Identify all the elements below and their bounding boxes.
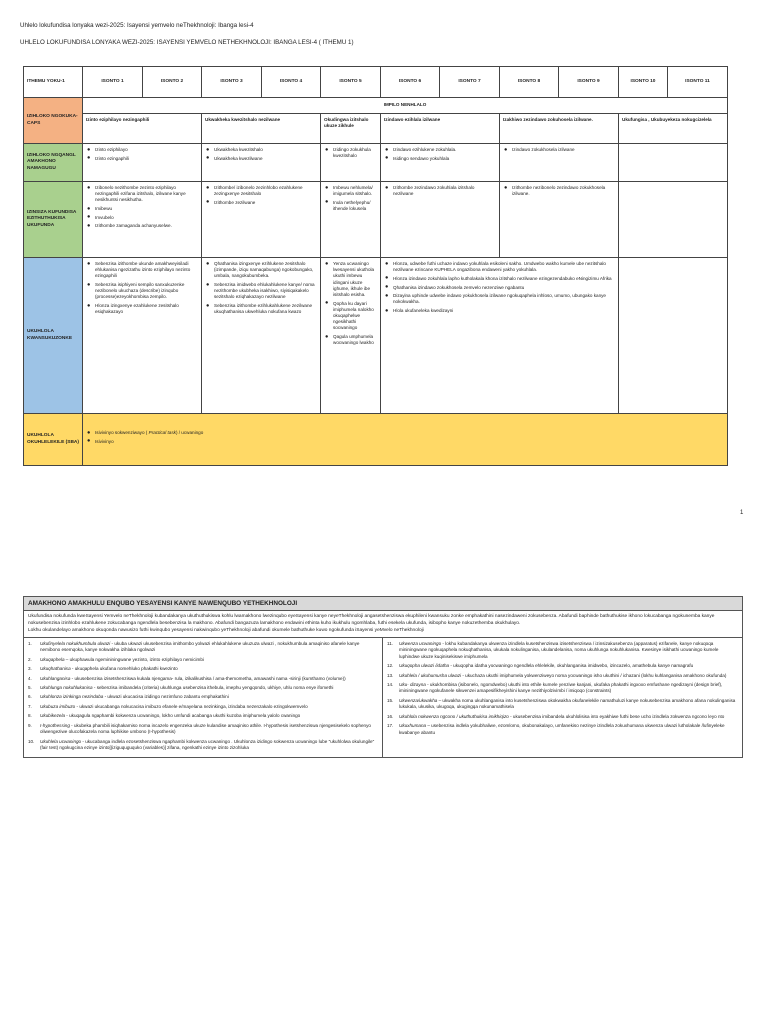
header-cell-week: ISONTO 7 <box>440 67 500 98</box>
caps-title-row <box>24 98 728 114</box>
header-cell-week: ISONTO 9 <box>559 67 619 98</box>
skill-item <box>28 694 378 700</box>
skill-item <box>28 723 378 736</box>
skill-text <box>399 673 738 679</box>
resources-cell <box>83 182 202 258</box>
skill-text <box>399 663 738 669</box>
skill-description: – ukwakha noma ukuhlanganisa into kusetshenziswa okokwakha okufanelekile namathuluzi kanye nokusebenzisa amakhono afana nokulinganisa lukukala, ukusika, ukugoqa, ukugingqa nokunamathisela <box>399 697 736 710</box>
skill-description: - ukwazi ukucabanga nokucacisa imibuzo efanele e/mayelana nezinkinga, izindaba nezenzakalo ezingokwemvelo <box>75 703 308 709</box>
skill-description: - sebenzisa imibandela (criteria) ukuhlunga usebenzisa ithebula, imephu yengqondo, ukhiye, uhlu noma enye ifomethi <box>92 684 334 690</box>
bullet-item: ● Sebenzisa izithombe ukunde amakhweyisiladi ehlukanisa ngezizathu izinto eziphilayo nezinto ezingaphili <box>95 261 198 280</box>
bullet-item: ● Imibewu <box>95 206 198 212</box>
skill-description: - ukuba ukwazi ukusebenzisa imithombo yolwazi ehlukahlukene ukuzuza ulwazi , nokukhumbula amaqiniso afanele kanye nemibono esemqoka, kanye nokwakha izihlaka ngolwazi <box>40 640 360 653</box>
bullet-item: ● Izithombe/ izibonelo zezinhlobo ezahlukene zezingxenye zesitshalo <box>214 185 317 197</box>
header-cell-week: ISONTO 11 <box>668 67 728 98</box>
skill-number: 10. <box>28 738 35 744</box>
skill-item <box>28 657 378 663</box>
skill-number: 8. <box>28 713 32 719</box>
skill-term: Ukuhlola nokwenza ngcono / ukuthuthukisa imikhiqizo <box>399 713 509 719</box>
sba-row <box>24 414 728 466</box>
skill-description: - ukuqopha idatha yocwaningo ngendlela ehlelekile, okuhlanganisa imidwebo, izincazelo, amathebula kanye namagrafu <box>449 663 694 669</box>
skill-text <box>399 682 738 695</box>
bullet-item: ● Izithombe zezilwane <box>214 200 317 206</box>
skill-term: Ukuqaphela <box>40 656 65 662</box>
bullet-item: ● Izibonelo nezithombe zezinto eziphilayo nezingaphili ezifana izitshalo, izilwane kanye nesikhuntsi nesikhutha. <box>95 185 198 204</box>
bullet-item: ● Ukwakheka kwezilwane <box>214 156 317 162</box>
skill-item <box>28 713 378 719</box>
skill-description: - ukuqaphela ukufana nomehluko phakathi kwezinto <box>70 666 178 672</box>
skill-number: 11. <box>387 640 394 646</box>
bullet-item: ● Sebenzisa imidwebo ehlukahlukene kanye/ noma nezithombe ukubheka isakhiwo, siyisiqakakelo sezitshalo eziqhakazayo nezilwane <box>214 282 317 301</box>
bullet-item: ● Yenza ucwaningo lwesayensi ukuthola ukuthi imbewu idingani ukuze ighume, ikhule ibe isitshalo esisha. <box>333 261 377 298</box>
header-cell-week: ISONTO 3 <box>202 67 262 98</box>
skill-text <box>40 723 378 736</box>
table-header-row <box>24 67 728 98</box>
skill-number: 6. <box>28 694 32 700</box>
skill-term: Ukuhlunga nokuhlukanisa <box>40 684 93 690</box>
skill-text <box>40 685 378 691</box>
skills-list-right <box>383 638 742 757</box>
skill-item <box>28 641 378 654</box>
subtopics-cell <box>500 144 619 182</box>
skill-text <box>40 657 378 663</box>
assessment-cell <box>321 258 381 414</box>
strand-title: IMPILO NENHLALO <box>83 98 728 114</box>
header-cell-week: ISONTO 4 <box>262 67 321 98</box>
skill-number: 16. <box>387 713 394 719</box>
bullet-item: ● Qopha ku dayari imiphumela nalokho okuqaphelwe ngesikhathi socwaningo <box>333 301 377 332</box>
skill-term: Ukubuza imibuzo <box>40 703 76 709</box>
subtopics-row <box>24 144 728 182</box>
row-label-resources: IZINSIZA KUFUNDISA EZITHUTHUKISA UKUFUNDA <box>24 182 83 258</box>
row-label-caps: IZIHLOKO NGOKUKA-CAPS <box>24 98 83 144</box>
bullet-item: ● Imbewu nehlumela/ imigumela sitshalo. <box>333 185 377 197</box>
skill-term: Ukuhlonza izinkinga nezindaba <box>40 694 104 700</box>
document-header-line1: Uhlelo lokufundisa lonyaka wezi-2025: Isayensi yemvelo neThekhnoloji: Ibanga lesi-4 <box>20 22 254 29</box>
bullet-item: ● Hlola ukufaneleka kwedizayni <box>393 308 615 314</box>
bullet-item: ● Izidingo zokukhula kwezitshalo <box>333 147 377 159</box>
skill-item <box>387 673 738 679</box>
skill-number: 12. <box>387 663 394 669</box>
skill-item <box>387 663 738 669</box>
skills-title: AMAKHONO AMAKHULU ENQUBO YESAYENSI KANYE NAWENQUBO YETHEKHNOLOJI <box>24 597 742 611</box>
topic-cell: Ukwakheka kwezitshalo nezilwane <box>202 114 321 144</box>
skill-text <box>399 641 738 660</box>
bullet-item: ● Hlonza, udwebe futhi uchaze indawo yokuhlala esikoleni sakho. Umdwebo wakho kumele ube nezitshalo nezilwane ezincane KUPHELA ongazibona endaweni yakho yokuhlala. <box>393 261 615 273</box>
resources-row <box>24 182 728 258</box>
skill-number: 15. <box>387 697 394 703</box>
skill-text <box>40 713 378 719</box>
skill-description: - ukusebenzisa izisetshenziswa kukala njengama- rula, izikalikushisa / ama-themometha, amawashi nama -sirinji (kumthamo (volume)) <box>70 675 346 681</box>
header-cell-term: ITHEMU YOKU-1 <box>24 67 83 98</box>
topic-cell: Izindawo ezihlala izilwane <box>381 114 500 144</box>
skill-description: - ukuchaza ukuthi imiphumela yokwenziweyo noma yocwaningo isho ukuthini / ichazani (lokhu kuhlanganisa amakhono okufunda) <box>461 672 727 678</box>
bullet-item: ● Hlonza izingxenye ezahlukene zesitshalo esiqhakazayo <box>95 303 198 315</box>
skill-term: Ukuhlela ucwaningo <box>40 738 82 744</box>
bullet-item: ● Izindawo ezihlukene zokuhlala. <box>393 147 496 153</box>
row-label-assessment: UKUHLOLA KWANSUKUZONKE <box>24 258 83 414</box>
assessment-cell <box>381 258 619 414</box>
skill-item <box>28 666 378 672</box>
bullet-item: ● Qhathanisa izingxenye ezihlukene zesitshalo (izimpande, iziqu namaqabunga) ngokobungako, umbala, nangokubumbeka. <box>214 261 317 280</box>
empty-cell <box>619 182 728 258</box>
bullet-item: ● Izindawo zokukhosela izilwane <box>512 147 615 153</box>
skill-term: Uku- dizayna <box>399 681 426 687</box>
header-cell-week: ISONTO 10 <box>619 67 668 98</box>
empty-cell <box>619 144 728 182</box>
skill-item <box>387 682 738 695</box>
bullet-item: ● Isidingo sendawo yokuhlala <box>393 156 496 162</box>
bullet-item: ● Qhathanisa izindawo zokukhosela zemvelo nezenziwe ngabantu <box>393 285 615 291</box>
skill-description: - ukucabanga indlela ezosetshenziswa ngaphambi kokwenza ucwaningo . Ukuhlonza izidingo sokwenza ucwaningo lube "ukuhlolwa okulungile" (fair test) ngokugcina ezinye izinto[(iziguquguquko (variables)] zifana, ngenkathi ezinye izinto zizohluka <box>40 738 375 750</box>
skill-number: 9. <box>28 722 32 728</box>
resources-cell <box>381 182 500 258</box>
caps-topics-row <box>24 114 728 144</box>
skill-text <box>399 714 738 720</box>
skill-number: 13. <box>387 672 394 678</box>
resources-cell <box>202 182 321 258</box>
row-label-subtopics: IZIHLOKO NGQANGL AMAKHONO NAMAGUGU <box>24 144 83 182</box>
skills-list-left <box>24 638 383 757</box>
subtopics-cell <box>202 144 321 182</box>
skill-term: Ukwenza/ukwakha <box>399 697 438 703</box>
bullet-item: ● Izithombe zezindawo zokuhlala izitshalo nezilwane <box>393 185 496 197</box>
skill-term: Ukubikezela <box>40 713 66 719</box>
empty-cell <box>619 258 728 414</box>
header-cell-week: ISONTO 6 <box>381 67 440 98</box>
skill-item <box>28 685 378 691</box>
skill-number: 1. <box>28 640 32 646</box>
skill-number: 17. <box>387 723 394 729</box>
skill-term: I-hypothessing <box>40 722 70 728</box>
header-cell-week: ISONTO 2 <box>143 67 202 98</box>
skill-text <box>40 641 378 654</box>
row-label-sba: UKUHLOLA OKUHLELEKILE (SBA) <box>24 414 83 466</box>
skill-item <box>387 641 738 660</box>
topic-cell: Okudingwa izitshalo ukuze zikhule <box>321 114 381 144</box>
skill-description: - ukwazi ukucacisa izidingo nezimfuno zabantu emphakathini <box>103 694 229 700</box>
skills-intro-paragraph: Ukufundisa nokufunda kweSayensi Yemvelo neThekhnoloji kubandakanya ukuthuthukiswa kohlu lwamakhono lwezinqubo eyeSayensi kanye neyeThekhnoloji angasetshenziswa ekuphileni kwansuku zonke emphakathini nasezindaweni zokusebenza. Abafundi baphinde bathuthukise ikhono lokucabanga ngokunemba kanye nokusebenzisa izinhlobo ezahlukene zokucabanga ngendlela besebenzisa la makhono. Abafundi bangazuza lamakhono endawini ethinta kuho ikukhulu ngomhlaba, futhi esekela ukufunda, isibopho kanye nokuzethemba okukhulayo. <box>28 614 715 626</box>
skill-description: - ukuqagula ngaphambi kokwenza ucwaningo, lokho umfundi acabanga ukuthi kuzoba imiphumela yalolo cwaningo <box>65 713 301 719</box>
assessment-cell <box>83 258 202 414</box>
subtopics-cell <box>381 144 500 182</box>
sba-item: ● Isivivinyo <box>95 439 724 445</box>
skill-number: 14. <box>387 681 394 687</box>
skill-description: - ukubeka phambili isiqhakamiso noma incazelo engenzeka ukuze kulandise amaqiniso athile. I-hypothesis isetshenziswa njengesisekelo sophenyo oliwengeziwe olucofakazela noma luphikise umbono (I-hypothesis) <box>40 722 371 735</box>
skill-number: 4. <box>28 675 32 681</box>
skill-text <box>40 739 378 752</box>
skill-term: Ukufinyelela nokukhumbula ulwazi <box>40 640 111 646</box>
document-header-line2: UHLELO LOKUFUNDISA LONYAKA WEZI-2025: ISAYENSI YEMVELO NETHEKHNOLOJI: IBANGA LESI-4 ( ITHEMU 1) <box>20 39 354 46</box>
term-plan-table <box>23 66 728 466</box>
subtopics-cell <box>321 144 381 182</box>
page-number: 1 <box>740 510 744 516</box>
bullet-item: ● Hlonza izindawo zokuhlala lapho kutholakala khona izitshalo nezilwane ezingezendabuko eNingizimu Afrika <box>393 276 615 282</box>
bullet-item: ● Ukwakheka kwezitshalo <box>214 147 317 153</box>
skill-description: – usebenzisa indlela yokubhaliwe, ezomlomo, okubonakalayo, umfanekiso nezinye izindlela zokuxhumana ukwenza ulwazi lutholakale /lufinyeleke kwabanye abantu <box>399 723 725 735</box>
bullet-item: ● Inula nethelyephu/ ithende lokusela <box>333 200 377 212</box>
bullet-item: ● Sebenzisa isiphiyeni sempilo sanxukuzenke nezibonelo ukuchaza (describe) izinqubo (processe)ezeyokhombisa zempilo. <box>95 282 198 301</box>
skill-text <box>40 694 378 700</box>
skill-text <box>40 676 378 682</box>
skill-term: Ukuqhathanisa <box>40 666 71 672</box>
skill-number: 7. <box>28 703 32 709</box>
header-cell-week: ISONTO 8 <box>500 67 559 98</box>
skill-description: - ukukhombisa (isibonelo, ngomdwebo) ukuthi into ethile kumele yenziwe kanjani, ukufaka phakathi ingxoxo emfushane ngedizayni (design brief), imininingwane ngokufanele sikwenzei amapesifikheyishini kanye nezithiyolzivimbi / imiqoqo (constraints) <box>399 681 723 694</box>
skill-description: - lokhu kubandakanya ukwenza izindlela kusetshenziswa izisetshenziswa / izinsizakusebenza (apparatus) ezifanele, kanye nokuqoqa mininingwane ngokuqaphela nokuqhathanisa, ukukala nokulinganisa, ukulandelanisa, noma ukuhlunga nokuhlukanisa. Kwesinye isikhathi ucwaningo kumele luphindwe ukuze kuqinisekiswe imiphumela <box>399 640 719 659</box>
sba-cell <box>83 414 728 466</box>
skill-number: 5. <box>28 684 32 690</box>
skill-description: - ukusebenzisa imibandela ukuhlolisisa into eyakhiwe futhi bese ucho izindlela zokwenza ngcono leyo nto <box>508 713 725 719</box>
bullet-item: ● Dizayina uphinde udwebe indawo yokukhosela izilwane ngokuqaphela inhloso, umumo, ubungako kanye nokokwakha. <box>393 293 615 305</box>
skill-item <box>387 723 738 736</box>
topic-cell: Izakhiwo zezindawo zokuhosela izilwane. <box>500 114 619 144</box>
skill-term: Ukuhlanganisa <box>40 675 71 681</box>
bullet-item: ● Izithombe nezibonelo zezindawo zokukhosela izilwane. <box>512 185 615 197</box>
bullet-item: ● Izinto eziphilayo <box>95 147 198 153</box>
process-skills-box <box>23 596 743 758</box>
skill-text <box>399 723 738 736</box>
skill-term: Ukuhlela / ukuhumusha ulwazi <box>399 672 462 678</box>
skill-item <box>28 704 378 710</box>
skill-item <box>28 676 378 682</box>
bullet-item: ● Imvubelo <box>95 215 198 221</box>
resources-cell <box>500 182 619 258</box>
skills-intro-paragraph: Lokhu okulandelayo amakhono okuqonda nawusizo futhi kwinqubo yesayensi nakwinqubo yeThekhnoloji abafundi okumele bathuthuke kuwo ngokufunda iSayensi yeMvelo neThekhnoloji <box>28 627 424 633</box>
topic-cell: Ukufungisa , Ukubuyekeza nokugcizelela <box>619 114 728 144</box>
topic-cell: Izinto eziphilayo nezingaphili <box>83 114 202 144</box>
skill-term: Ukuxhumana <box>399 723 427 729</box>
bullet-item: ● Qagula umphumela wocwaningo lwakho <box>333 334 377 346</box>
bullet-item: ● Sebenzisa izithombe ezihlukahlukene zezilwane ukuqhathanisa ukwehluka nokufana kwazo <box>214 303 317 315</box>
skill-text <box>399 698 738 711</box>
header-cell-week: ISONTO 1 <box>83 67 143 98</box>
assessment-cell <box>202 258 321 414</box>
bullet-item: ● Izithombe zamaganda achanyuselwe. <box>95 223 198 229</box>
skill-number: 3. <box>28 666 32 672</box>
header-cell-week: ISONTO 5 <box>321 67 381 98</box>
skill-text <box>40 666 378 672</box>
assessment-row <box>24 258 728 414</box>
skill-item <box>387 714 738 720</box>
bullet-item: ● Izinto ezingaphili <box>95 156 198 162</box>
skill-item <box>28 739 378 752</box>
skill-term: Ukwenza ucwaningo <box>399 640 442 646</box>
sba-item: ● Isivivinyo sokwenziwayo ( Practical task) / ucwaningo <box>95 430 724 436</box>
resources-cell <box>321 182 381 258</box>
subtopics-cell <box>83 144 202 182</box>
skill-text <box>40 704 378 710</box>
skill-item <box>387 698 738 711</box>
skills-intro <box>24 611 742 638</box>
skill-term: Ukuqopha ulwazi /idatha <box>399 663 450 669</box>
skill-description: – ukuphawula ngemininingwane yezinto, izinto eziphilayo nemicimbi <box>64 656 204 662</box>
skill-number: 2. <box>28 656 32 662</box>
